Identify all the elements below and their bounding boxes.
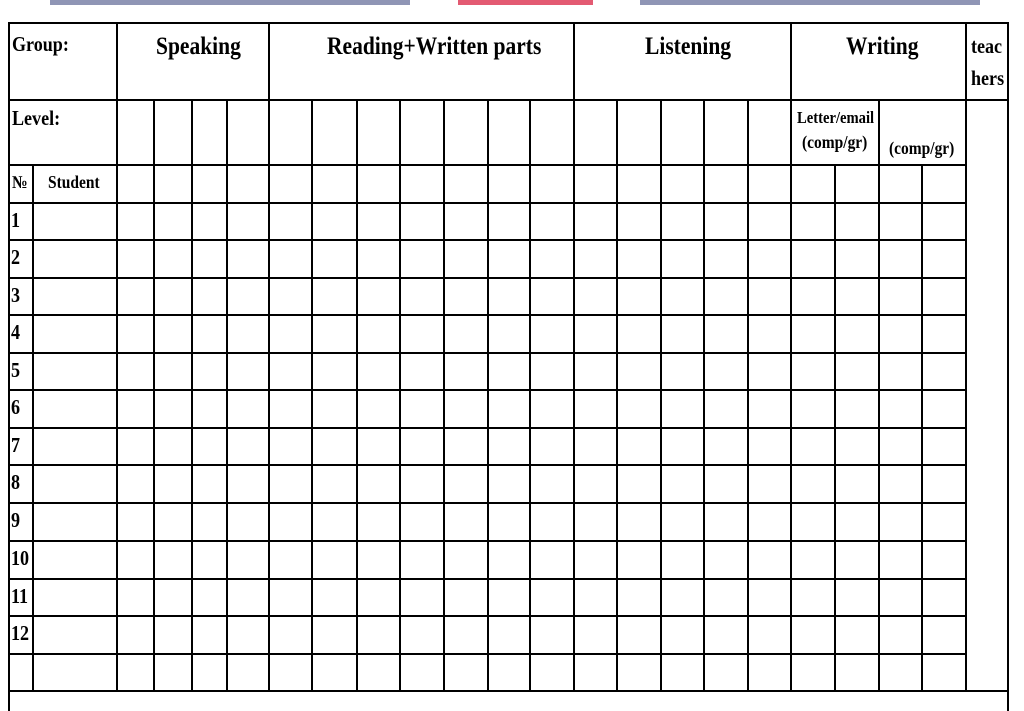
table-right-border [1007,22,1009,711]
student-column-header: Student [48,172,100,192]
grid-column-line [311,99,313,692]
writing-section-header: Writing [846,33,919,60]
grid-column-line [356,99,358,692]
row-number: 5 [11,358,21,382]
section-divider-line [268,22,270,692]
row-number: 2 [11,245,21,269]
grid-column-line [191,99,193,692]
grid-column-line [443,99,445,692]
group-label: Group: [12,32,69,56]
essay-comp-gr-subheader: (comp/gr) [889,138,955,158]
grid-column-line [153,99,155,692]
row-number: 10 [11,546,30,570]
grid-column-line [529,99,531,692]
level-label: Level: [12,106,61,130]
number-column-header: № [12,172,28,192]
number-column-line [32,164,34,692]
row-number: 8 [11,470,21,494]
row-number: 3 [11,283,21,307]
section-divider-line [116,22,118,692]
grid-column-line [703,99,705,692]
reading-section-header: Reading+Written parts [327,33,542,60]
row-number: 6 [11,395,21,419]
header-divider [8,99,1009,101]
grid-column-line [399,99,401,692]
teachers-header-line1: teac [971,34,1003,58]
letter-comp-gr-subheader: (comp/gr) [802,132,868,152]
listening-section-header: Listening [645,33,732,60]
section-divider-line [965,22,967,692]
table-bottom-line [8,690,1009,692]
grid-column-line [487,99,489,692]
grid-column-line [747,99,749,692]
writing-subcolumn-line [921,164,923,692]
letter-email-subheader: Letter/email [797,108,875,127]
row-number: 9 [11,508,21,532]
table-left-border [8,22,10,711]
grid-column-line [660,99,662,692]
writing-subcolumn-line [878,99,880,692]
table-top-border [8,22,1009,24]
row-number: 1 [11,208,21,232]
row-number: 12 [11,621,30,645]
row-number: 11 [11,584,29,608]
writing-subcolumn-line [834,164,836,692]
section-divider-line [790,22,792,692]
teachers-header-line2: hers [971,66,1005,90]
row-number: 4 [11,320,21,344]
speaking-section-header: Speaking [156,33,241,60]
section-divider-line [573,22,575,692]
grid-column-line [616,99,618,692]
row-number: 7 [11,433,21,457]
grid-column-line [226,99,228,692]
